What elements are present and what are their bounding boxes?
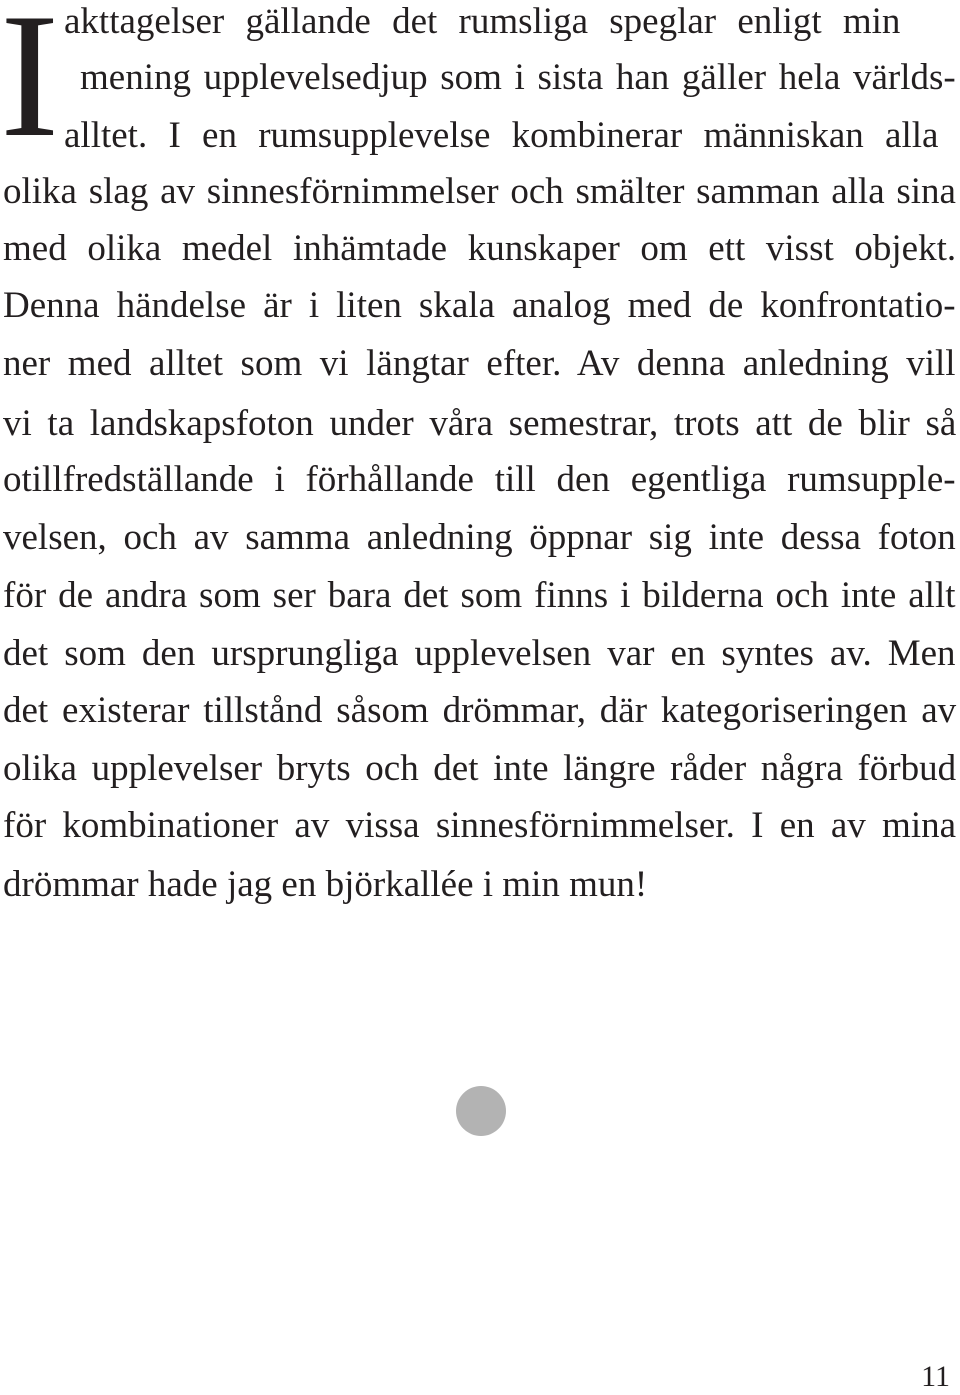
text-line: olika upplevelser bryts och det inte längre råder några förbud <box>3 748 957 789</box>
text-line: ner med alltet som vi längtar efter. Av denna anledning vill <box>3 343 956 384</box>
page-number: 11 <box>921 1360 950 1393</box>
text-line: det som den ursprungliga upplevelsen var en syntes av. Men <box>3 633 956 674</box>
text-line: det existerar tillstånd såsom drömmar, där kategoriseringen av <box>3 690 957 731</box>
text-line: för de andra som ser bara det som finns i bilderna och inte allt <box>3 575 956 616</box>
text-line: otillfredställande i förhållande till den egentliga rumsupple- <box>3 459 956 500</box>
text-line: mening upplevelsedjup som i sista han gäller hela världs- <box>80 57 956 98</box>
text-line: vi ta landskapsfoton under våra semestrar, trots att de blir så <box>3 403 957 444</box>
text-line: akttagelser gällande det rumsliga speglar enligt min <box>64 1 901 42</box>
text-line: alltet. I en rumsupplevelse kombinerar människan alla <box>64 115 939 156</box>
decorative-dot <box>456 1086 506 1136</box>
text-line: för kombinationer av vissa sinnesförnimmelser. I en av mina <box>3 805 957 846</box>
text-line: velsen, och av samma anledning öppnar sig inte dessa foton <box>3 517 956 558</box>
drop-cap-letter: I <box>0 0 60 174</box>
text-line: olika slag av sinnesförnimmelser och smälter samman alla sina <box>3 171 956 212</box>
text-line: med olika medel inhämtade kunskaper om ett visst objekt. <box>3 228 957 269</box>
text-line: drömmar hade jag en björkallée i min mun! <box>3 864 648 905</box>
text-line: Denna händelse är i liten skala analog med de konfrontatio- <box>3 285 956 326</box>
